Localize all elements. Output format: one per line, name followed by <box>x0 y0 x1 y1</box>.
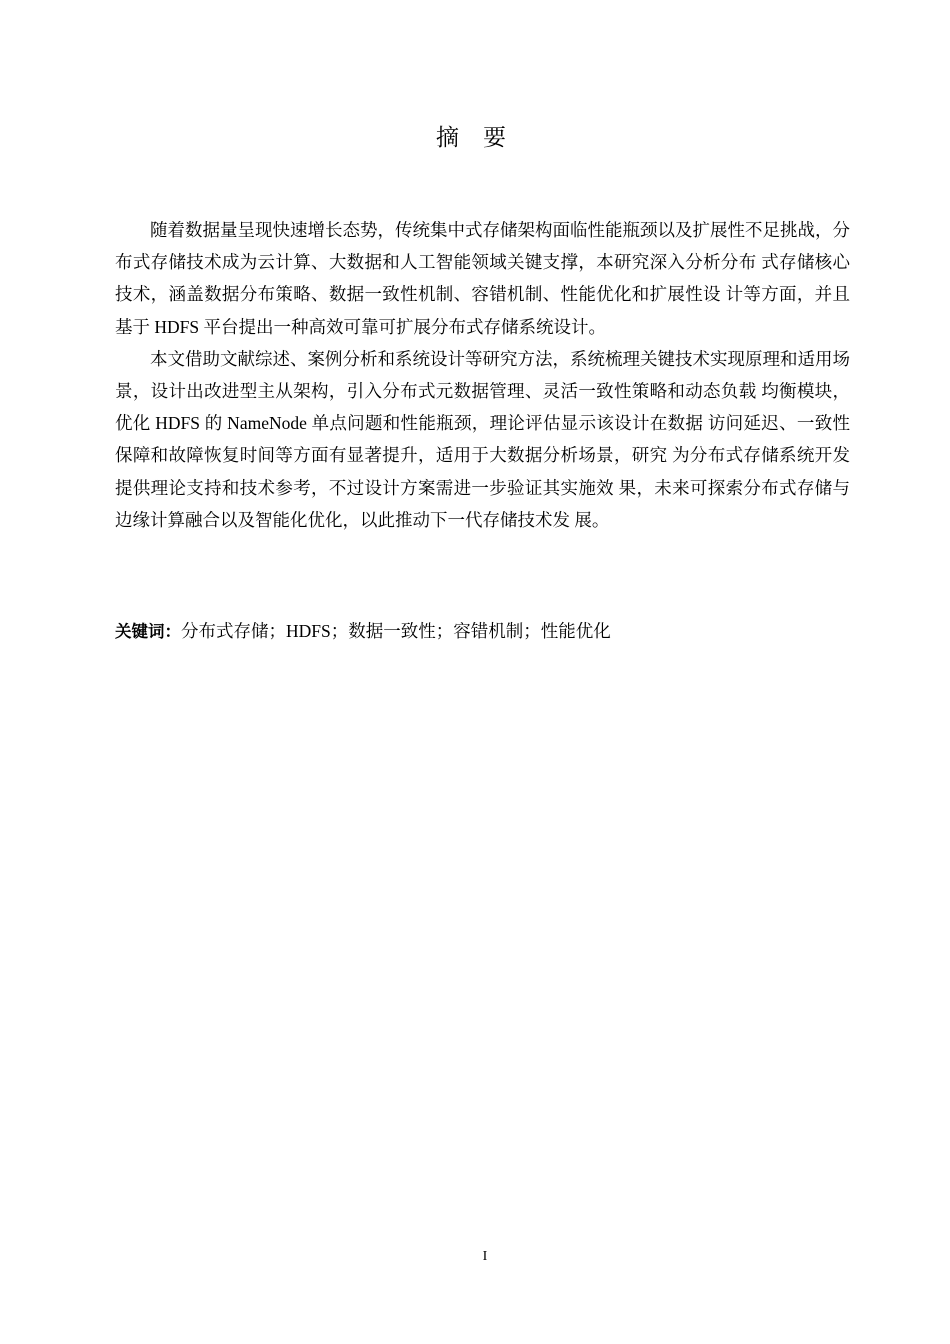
keywords-list: 分布式存储；HDFS；数据一致性；容错机制；性能优化 <box>181 621 611 641</box>
page-number: I <box>482 1249 488 1264</box>
keywords-label: 关键词： <box>115 622 181 641</box>
page-title: 摘要 <box>436 125 530 150</box>
abstract-paragraph-1: 随着数据量呈现快速增长态势，传统集中式存储架构面临性能瓶颈以及扩展性不足挑战，分布式存储技术成为云计算、大数据和人工智能领域关键支撑，本研究深入分析分布 式存储核心技术，涵盖数据分布策略、数据一致性机制、容错机制、性能优化和扩展性设 计等方面，并且基于 HDFS 平台提出一种高效可靠可扩展分布式存储系统设计。 <box>115 220 850 337</box>
keywords-line <box>115 615 850 648</box>
abstract-body <box>115 214 850 536</box>
abstract-paragraph-2: 本文借助文献综述、案例分析和系统设计等研究方法，系统梳理关键技术实现原理和适用场景，设计出改进型主从架构，引入分布式元数据管理、灵活一致性策略和动态负载 均衡模块，优化 HDFS 的 NameNode 单点问题和性能瓶颈，理论评估显示该设计在数据 访问延迟、一致性保障和故障恢复时间等方面有显著提升，适用于大数据分析场景，研究 为分布式存储系统开发提供理论支持和技术参考，不过设计方案需进一步验证其实施效 果，未来可探索分布式存储与边缘计算融合以及智能化优化，以此推动下一代存储技术发 展。 <box>115 348 850 530</box>
